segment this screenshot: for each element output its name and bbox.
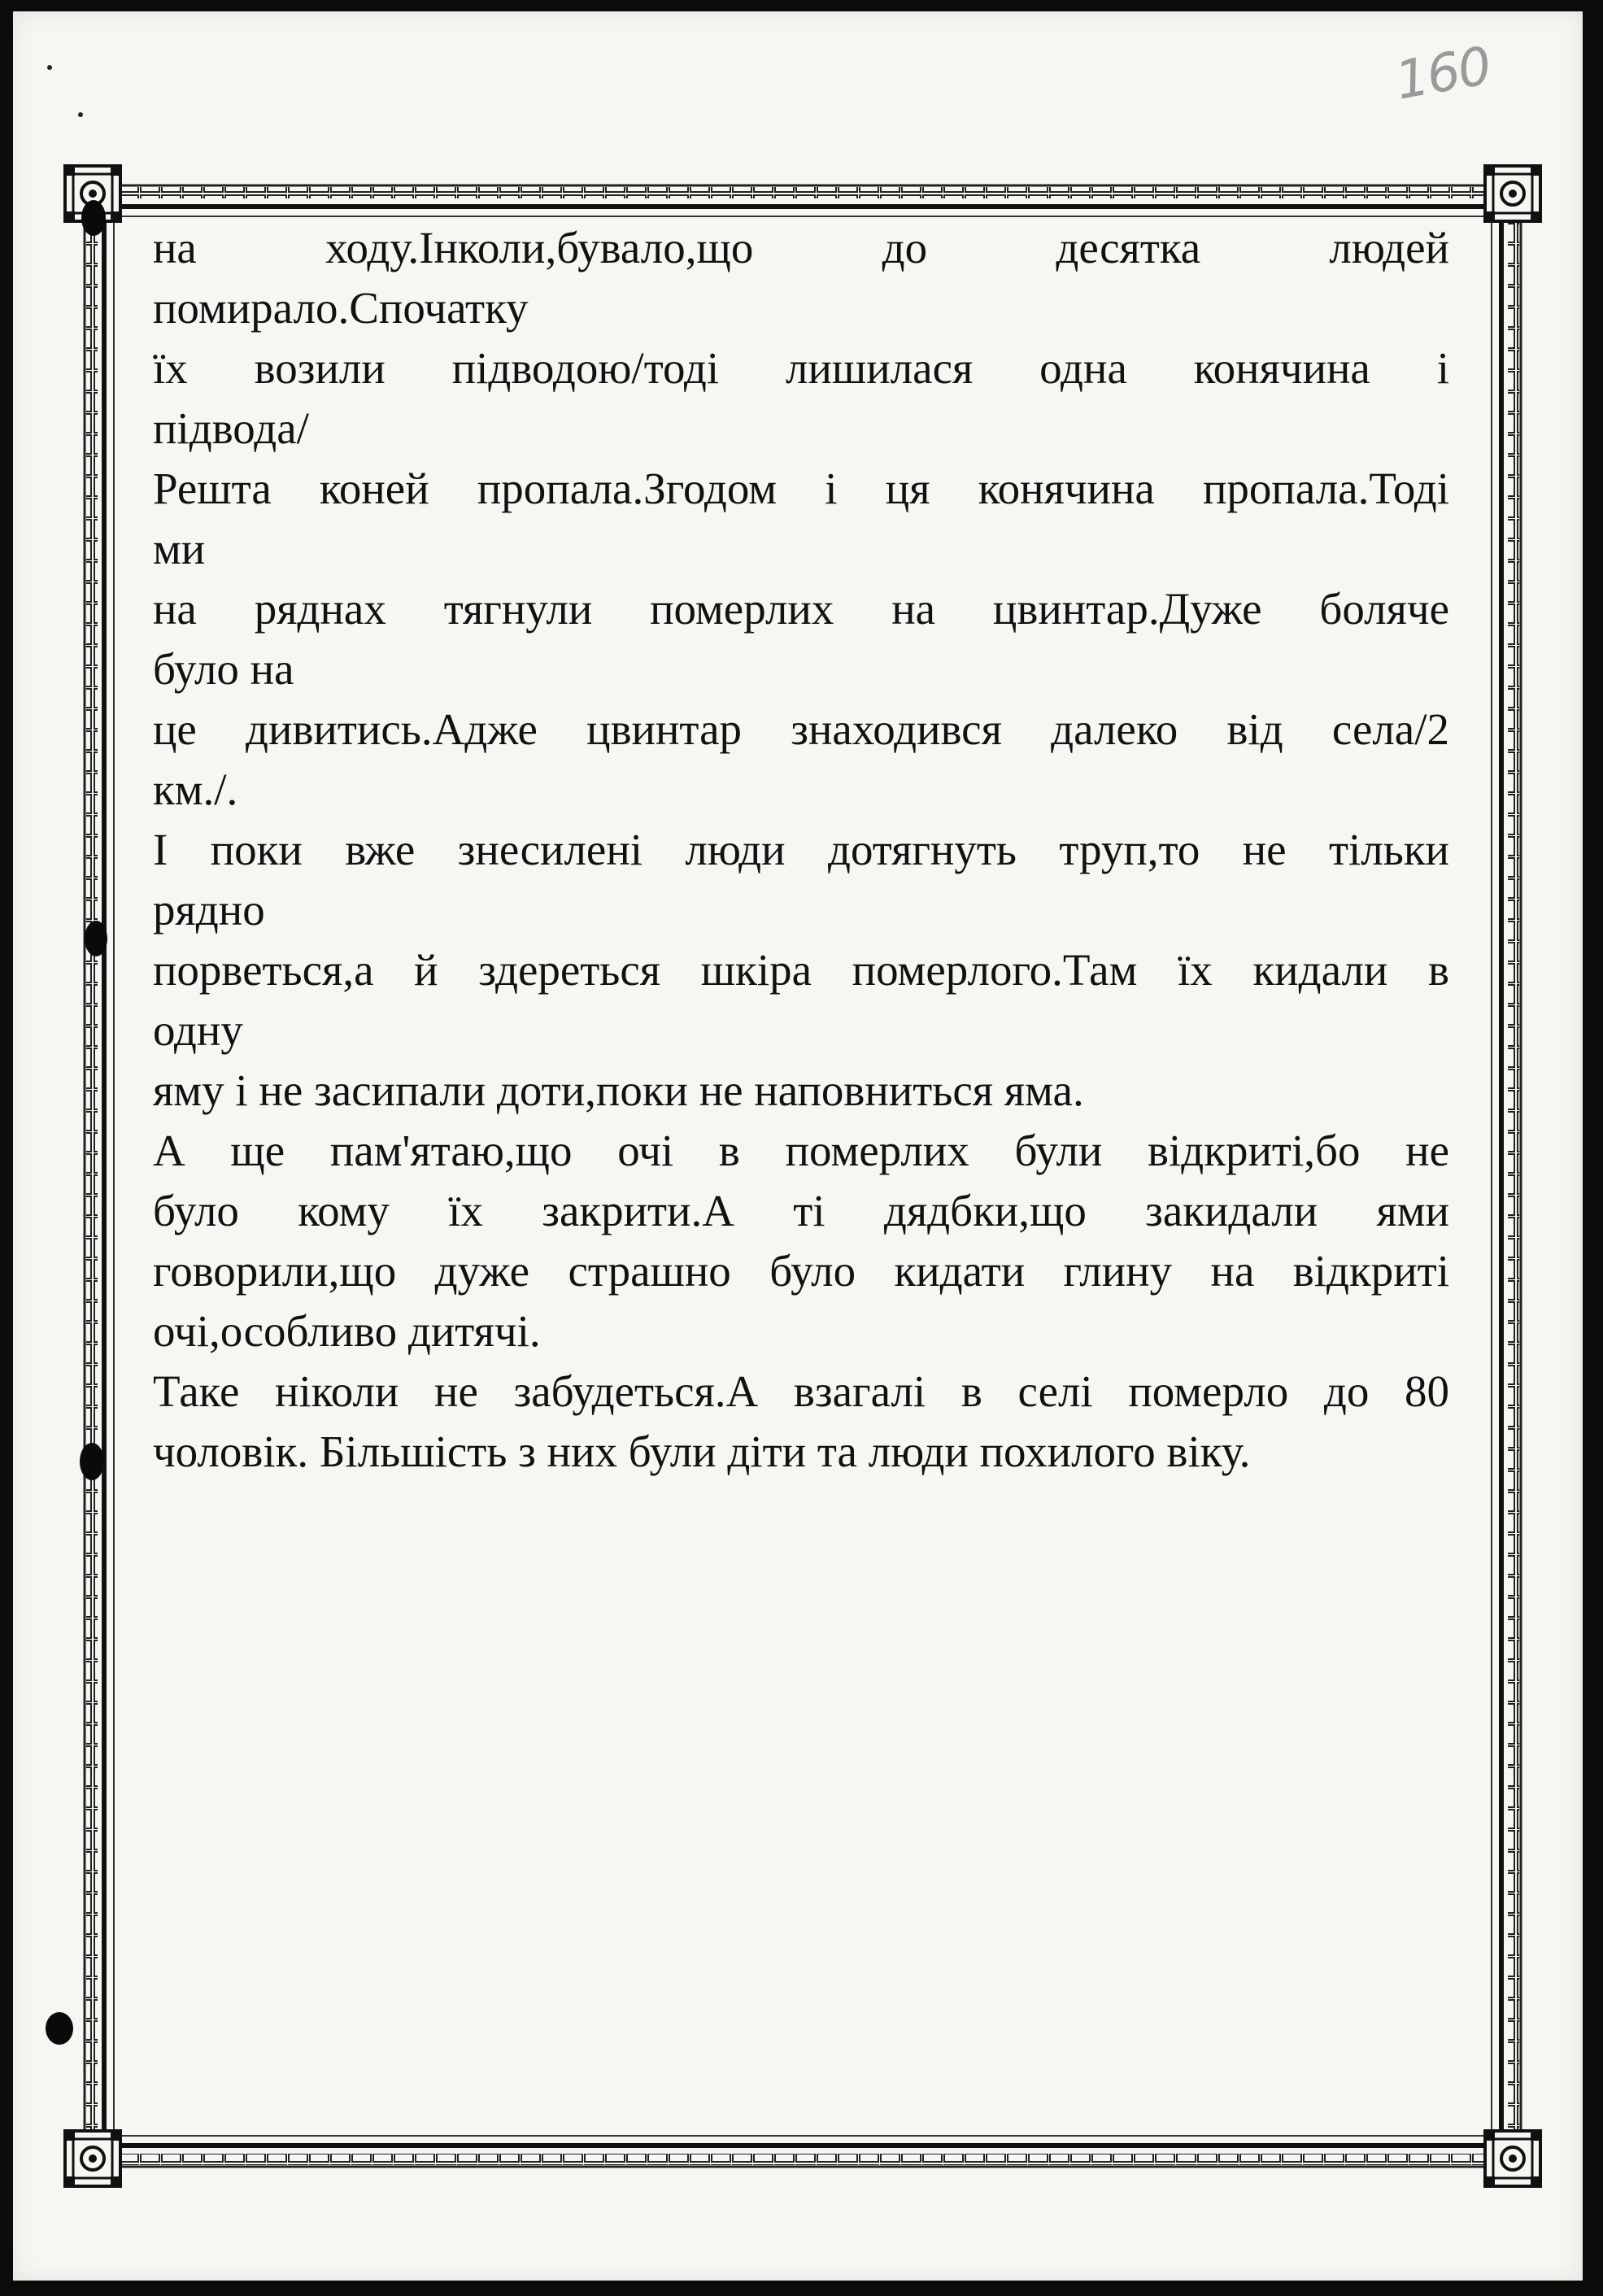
document-body bbox=[153, 218, 1449, 1482]
text-line: говорили,що дуже страшно було кидати глину на відкриті bbox=[153, 1246, 1449, 1296]
text-line: було на bbox=[153, 644, 294, 694]
text-line: А ще пам'ятаю,що очі в померлих були відкриті,бо не bbox=[153, 1126, 1449, 1175]
text-line: Решта коней пропала.Згодом і ця конячина пропала.Тоді bbox=[153, 464, 1449, 513]
text-line: одну bbox=[153, 1005, 243, 1055]
handwritten-folio-number: 160 bbox=[1391, 36, 1495, 112]
text-line: І поки вже знесилені люди дотягнуть труп,то не тільки bbox=[153, 825, 1449, 874]
binder-hole bbox=[46, 2012, 73, 2045]
text-line: помирало.Спочатку bbox=[153, 283, 529, 333]
text-line: чоловік. Більшість з них були діти та люди похилого віку. bbox=[153, 1427, 1251, 1476]
text-line: рядно bbox=[153, 885, 265, 935]
text-line: очі,особливо дитячі. bbox=[153, 1306, 541, 1356]
text-line: на ряднах тягнули померлих на цвинтар.Дуже боляче bbox=[153, 584, 1449, 634]
text-line: це дивитись.Адже цвинтар знаходився далеко від села/2 bbox=[153, 704, 1449, 754]
text-line: підвода/ bbox=[153, 403, 309, 453]
text-line: яму і не засипали доти,поки не наповниться яма. bbox=[153, 1065, 1084, 1115]
text-line: було кому їх закрити.А ті дядбки,що закидали ями bbox=[153, 1186, 1449, 1235]
text-line: на ходу.Інколи,бувало,що до десятка людей bbox=[153, 223, 1449, 272]
binder-hole bbox=[81, 200, 106, 236]
text-line: км./. bbox=[153, 765, 238, 814]
text-line: порветься,а й здереться шкіра померлого.Там їх кидали в bbox=[153, 945, 1449, 995]
text-line: ми bbox=[153, 524, 206, 573]
text-line: їх возили підводою/тоді лишилася одна конячина і bbox=[153, 343, 1449, 393]
binder-hole bbox=[85, 921, 107, 956]
text-line: Таке ніколи не забудеться.А взагалі в селі померло до 80 bbox=[153, 1366, 1449, 1416]
binder-hole bbox=[80, 1443, 104, 1480]
